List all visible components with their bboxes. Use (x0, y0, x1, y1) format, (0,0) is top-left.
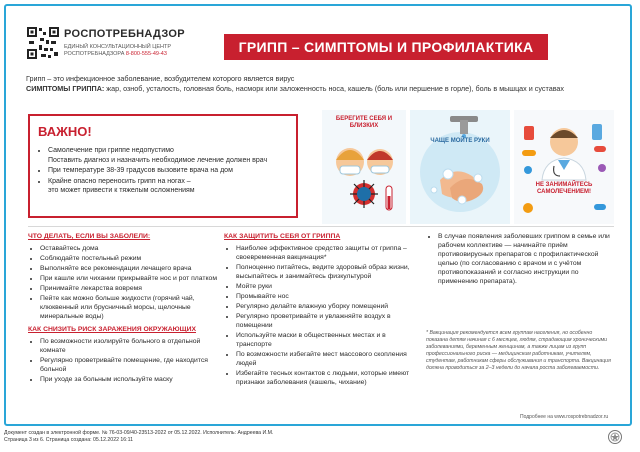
list-item: • Регулярно проветривайте помещение, где находится больной (40, 356, 218, 374)
doctor-pills-icon (514, 110, 614, 224)
reduce-risk-heading: КАК СНИЗИТЬ РИСК ЗАРАЖЕНИЯ ОКРУЖАЮЩИХ (28, 326, 196, 333)
list-item: • Соблюдайте постельный режим (40, 254, 218, 263)
list-item: • По возможности избегайте мест массового скопления людей (236, 350, 420, 368)
org-name: РОСПОТРЕБНАДЗОР (64, 28, 185, 40)
flu-definition: Грипп – это инфекционное заболевание, возбудителем которого является вирус (26, 74, 295, 83)
section-divider (28, 226, 614, 227)
intro-text (26, 74, 616, 94)
protect-heading: КАК ЗАЩИТИТЬ СЕБЯ ОТ ГРИППА (224, 233, 341, 240)
illustration-family: БЕРЕГИТЕ СЕБЯ И БЛИЗКИХ (322, 110, 406, 224)
faucet-hands-icon (410, 110, 510, 224)
flu-symptoms: СИМПТОМЫ ГРИППА: жар, озноб, усталость, головная боль, насморк или заложенность носа, кашель (боль или першение в горле), боль в мышцах и суставах (26, 84, 565, 93)
list-item: • Оставайтесь дома (40, 244, 218, 253)
list-item: • Используйте маски в общественных местах и в транспорте (236, 331, 420, 349)
list-item: • При уходе за больным используйте маску (40, 375, 218, 384)
if-sick-heading: ЧТО ДЕЛАТЬ, ЕСЛИ ВЫ ЗАБОЛЕЛИ: (28, 233, 151, 240)
important-title: ВАЖНО! (38, 124, 92, 139)
list-item: • Промывайте нос (236, 292, 420, 301)
list-item: • Мойте руки (236, 282, 420, 291)
org-phone: 8-800-555-49-43 (125, 51, 167, 57)
list-item: • Регулярно делайте влажную уборку помещений (236, 302, 420, 311)
list-item: • Крайне опасно переносить грипп на ногах – это может привести к тяжелым осложнениям (48, 177, 300, 196)
source-link-text: Подробнее на www.rospotrebnadzor.ru (520, 414, 609, 420)
list-item: • При температуре 38-39 градусов вызовите врача на дом (48, 166, 300, 176)
important-list (34, 146, 300, 197)
list-item: • Наиболее эффективное средство защиты от гриппа – своевременная вакцинация* (236, 244, 420, 262)
list-item: • Принимайте лекарства вовремя (40, 284, 218, 293)
footer-page-line: Страница 3 из 6. Страница создана: 05.12.2022 16:11 (4, 437, 134, 443)
illustration-handwash: ЧАЩЕ МОЙТЕ РУКИ (410, 110, 510, 224)
important-box (28, 114, 298, 218)
column-if-sick (28, 232, 218, 388)
list-item: • Пейте как можно больше жидкости (горячий чай, клюквенный или брусничный морсы, щелочные минеральные воды) (40, 294, 218, 321)
list-item: • При кашле или чихании прикрывайте нос и рот платком (40, 274, 218, 283)
page-title: ГРИПП – СИМПТОМЫ И ПРОФИЛАКТИКА (224, 34, 548, 60)
list-item: • Регулярно проветривайте и увлажняйте воздух в помещении (236, 312, 420, 330)
document-footer (4, 430, 564, 444)
column-protect (224, 232, 420, 391)
qr-code-icon (26, 26, 60, 60)
illustration-doctor: НЕ ЗАНИМАЙТЕСЬ САМОЛЕЧЕНИЕМ! (514, 110, 614, 224)
list-item: • Самолечение при гриппе недопустимо Поставить диагноз и назначить необходимое лечение должен врач (48, 146, 300, 165)
vaccination-footnote: * Вакцинация рекомендуется всем группам населения, но особенно показана детям начиная с 6 месяцев, людям, страдающим хроническими заболеваниями, беременным женщинам, а также лицам из групп профессионального риска — медицинским работникам, учителям, студентам, работникам сферы обслуживания и транспорта. Вакцинация должна проводиться за 2–3 недели до начала роста заболеваемости. (426, 330, 611, 371)
org-subtitle: ЕДИНЫЙ КОНСУЛЬТАЦИОННЫЙ ЦЕНТР РОСПОТРЕБНАДЗОРА 8-800-555-49-43 (64, 44, 172, 57)
footer-doc-line: Документ создан в электронной форме. № 76-03-09/40-23513-2022 от 05.12.2022. Исполнитель: Андреева И.М. (4, 430, 274, 436)
list-item: • В случае появления заболевших гриппом в семье или рабочем коллективе — начинайте приём противовирусных препаратов с профилактической целью (по согласованию с врачом и с учётом противопоказаний и согласно инструкции по применению препарата). (438, 232, 616, 286)
list-item: • Полноценно питайтесь, ведите здоровый образ жизни, высыпайтесь и занимайтесь физкультурой (236, 263, 420, 281)
list-item: • Избегайте тесных контактов с людьми, которые имеют признаки заболевания (кашель, чихание) (236, 369, 420, 387)
column-family (426, 232, 616, 290)
list-item: • По возможности изолируйте больного в отдельной комнате (40, 337, 218, 355)
family-mask-icon (322, 110, 406, 224)
list-item: • Выполняйте все рекомендации лечащего врача (40, 264, 218, 273)
emblem-icon (608, 430, 622, 444)
